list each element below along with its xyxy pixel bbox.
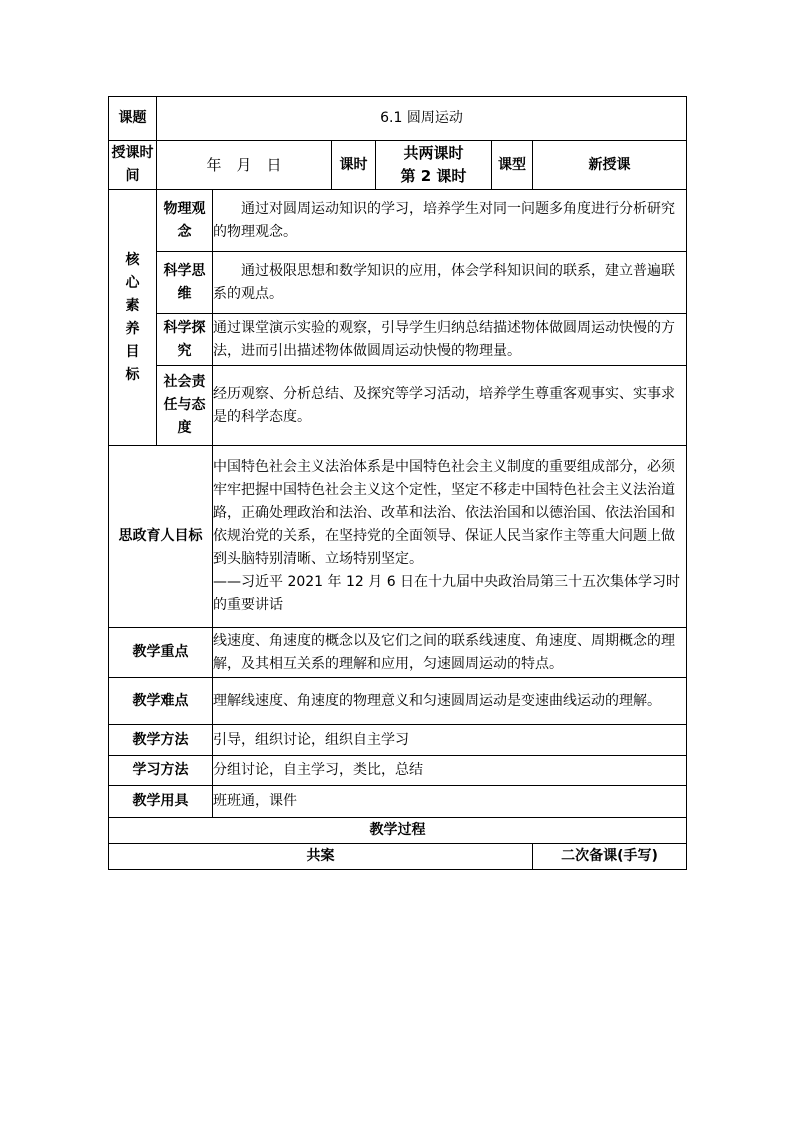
process-columns-row (109, 844, 687, 870)
ideology-source: ——习近平 2021 年 12 月 6 日在十九届中央政治局第三十五次集体学习时的重要讲话 (213, 574, 681, 613)
core-item-text: 通过对圆周运动知识的学习，培养学生对同一问题多角度进行分析研究的物理观念。 (213, 190, 687, 252)
key-points-text: 线速度、角速度的概念以及它们之间的联系线速度、角速度、周期概念的理解，及其相互关系的理解和应用，匀速圆周运动的特点。 (213, 628, 687, 678)
process-title: 教学过程 (109, 818, 687, 844)
date-text: 年 月 日 (157, 141, 332, 190)
process-title-row (109, 818, 687, 844)
core-item-text: 通过课堂演示实验的观察，引导学生归纳总结描述物体做圆周运动快慢的方法，进而引出描述物体做圆周运动快慢的物理量。 (213, 314, 687, 366)
core-item-label: 科学思维 (157, 252, 213, 314)
subject-row (109, 97, 687, 141)
core-item-label: 科学探究 (157, 314, 213, 366)
study-method-row (109, 756, 687, 786)
period-total: 共两课时 (403, 144, 464, 162)
core-item-label: 物理观念 (157, 190, 213, 252)
ideology-label: 思政育人目标 (109, 446, 213, 628)
difficulties-label: 教学难点 (109, 678, 213, 725)
lesson-plan-table (108, 96, 687, 870)
time-label: 授课时间 (109, 141, 157, 190)
type-value: 新授课 (533, 141, 687, 190)
core-row-inquiry (109, 314, 687, 366)
core-literacy-label: 核 心 素 养 目 标 (109, 190, 157, 446)
study-method-text: 分组讨论，自主学习，类比，总结 (213, 756, 687, 786)
ideology-content (213, 446, 687, 628)
difficulties-row (109, 678, 687, 725)
core-row-responsibility (109, 366, 687, 446)
teaching-method-label: 教学方法 (109, 725, 213, 756)
key-points-row (109, 628, 687, 678)
core-item-text: 经历观察、分析总结、及探究等学习活动，培养学生尊重客观事实、实事求是的科学态度。 (213, 366, 687, 446)
teaching-tools-row (109, 786, 687, 818)
period-current: 第 2 课时 (400, 167, 467, 185)
core-item-text: 通过极限思想和数学知识的应用，体会学科知识间的联系，建立普遍联系的观点。 (213, 252, 687, 314)
teaching-tools-text: 班班通，课件 (213, 786, 687, 818)
period-value (376, 141, 492, 190)
subject-label: 课题 (109, 97, 157, 141)
key-points-label: 教学重点 (109, 628, 213, 678)
core-row-physics (109, 190, 687, 252)
type-label: 课型 (492, 141, 533, 190)
subject-title: 6.1 圆周运动 (157, 97, 687, 141)
teaching-tools-label: 教学用具 (109, 786, 213, 818)
core-item-label: 社会责任与态度 (157, 366, 213, 446)
teaching-method-row (109, 725, 687, 756)
ideology-row (109, 446, 687, 628)
schedule-row (109, 141, 687, 190)
study-method-label: 学习方法 (109, 756, 213, 786)
shared-plan-header: 共案 (109, 844, 533, 870)
core-row-thinking (109, 252, 687, 314)
ideology-text: 中国特色社会主义法治体系是中国特色社会主义制度的重要组成部分，必须牢牢把握中国特色社会主义这个定性，坚定不移走中国特色社会主义法治道路，正确处理政治和法治、改革和法治、依法治国和以德治国、依法治国和依规治党的关系，在坚持党的全面领导、保证人民当家作主等重大问题上做到头脑特别清晰、立场特别坚定。 (213, 459, 675, 567)
teaching-method-text: 引导，组织讨论，组织自主学习 (213, 725, 687, 756)
secondary-plan-header: 二次备课(手写) (533, 844, 687, 870)
difficulties-text: 理解线速度、角速度的物理意义和匀速圆周运动是变速曲线运动的理解。 (213, 678, 687, 725)
period-label: 课时 (332, 141, 376, 190)
